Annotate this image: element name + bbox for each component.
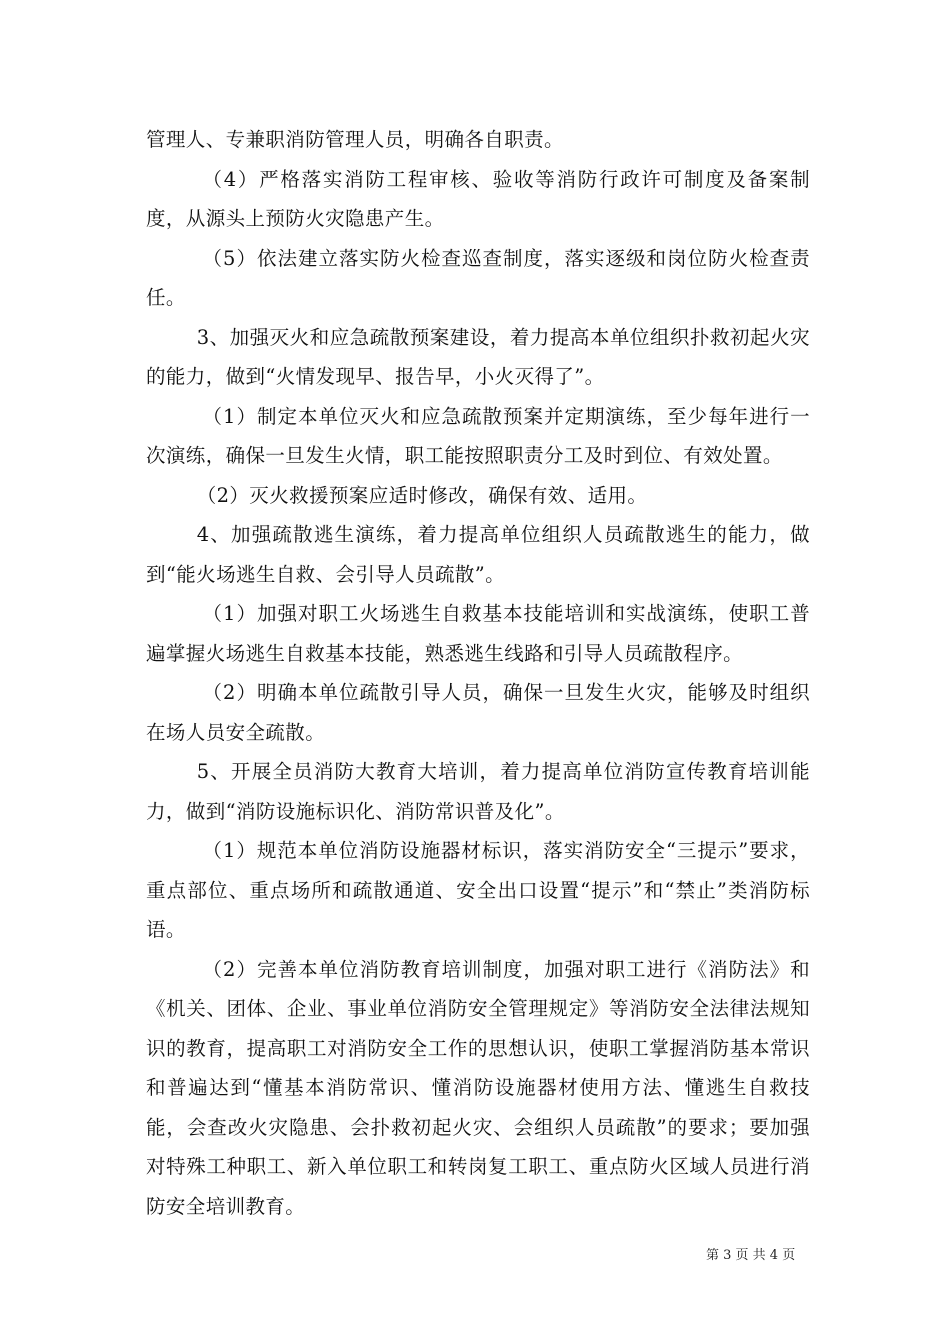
paragraph: 3、加强灭火和应急疏散预案建设，着力提高本单位组织扑救初起火灾的能力，做到“火情发现早、报告早，小火灭得了”。 bbox=[146, 325, 810, 388]
document-body bbox=[146, 120, 810, 1226]
paragraph: （1）加强对职工火场逃生自救基本技能培训和实战演练，使职工普遍掌握火场逃生自救基本技能，熟悉逃生线路和引导人员疏散程序。 bbox=[146, 602, 810, 665]
paragraph: 4、加强疏散逃生演练，着力提高单位组织人员疏散逃生的能力，做到“能火场逃生自救、会引导人员疏散”。 bbox=[146, 523, 810, 586]
paragraph: （4）严格落实消防工程审核、验收等消防行政许可制度及备案制度，从源头上预防火灾隐患产生。 bbox=[146, 167, 810, 230]
paragraph: 5、开展全员消防大教育大培训，着力提高单位消防宣传教育培训能力，做到“消防设施标识化、消防常识普及化”。 bbox=[146, 760, 810, 823]
paragraph: （5）依法建立落实防火检查巡查制度，落实逐级和岗位防火检查责任。 bbox=[146, 246, 810, 309]
paragraph: （2）完善本单位消防教育培训制度，加强对职工进行《消防法》和《机关、团体、企业、事业单位消防安全管理规定》等消防安全法律法规知识的教育，提高职工对消防安全工作的思想认识，使职工掌握消防基本常识和普遍达到“懂基本消防常识、懂消防设施器材使用方法、懂逃生自救技能，会查改火灾隐患、会扑救初起火灾、会组织人员疏散”的要求；要加强对特殊工种职工、新入单位职工和转岗复工职工、重点防火区域人员进行消防安全培训教育。 bbox=[146, 957, 810, 1218]
page-number-footer: 第 3 页 共 4 页 bbox=[706, 1248, 796, 1263]
paragraph: 管理人、专兼职消防管理人员，明确各自职责。 bbox=[146, 128, 564, 151]
paragraph: （2）灭火救援预案应适时修改，确保有效、适用。 bbox=[196, 483, 648, 507]
paragraph: （2）明确本单位疏散引导人员，确保一旦发生火灾，能够及时组织在场人员安全疏散。 bbox=[146, 681, 810, 744]
paragraph: （1）制定本单位灭火和应急疏散预案并定期演练，至少每年进行一次演练，确保一旦发生火情，职工能按照职责分工及时到位、有效处置。 bbox=[146, 404, 810, 467]
paragraph: （1）规范本单位消防设施器材标识，落实消防安全“三提示”要求，重点部位、重点场所和疏散通道、安全出口设置“提示”和“禁止”类消防标语。 bbox=[146, 839, 810, 941]
